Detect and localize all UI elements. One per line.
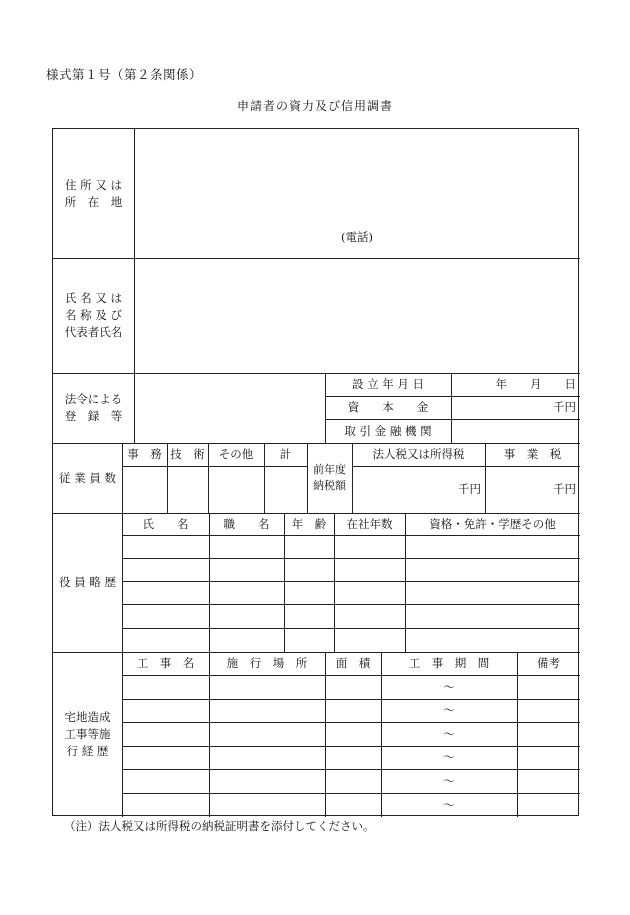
bank-value[interactable] [451,419,580,443]
capital-label: 資 本 金 [347,400,429,415]
experience-period-header: 工 事 期 間 [408,656,490,671]
period-tilde[interactable]: ～ [443,679,455,694]
business-tax-header: 事 業 税 [503,447,562,462]
employees-other-header: その他 [218,447,254,462]
experience-label-line2: 工事等施 [64,727,111,742]
form-number: 様式第１号（第２条関係） [46,67,203,82]
prev-year-tax-label [307,443,352,513]
prev-year-tax-label-line2: 納税額 [313,479,346,492]
officers-row-1[interactable] [122,535,580,558]
officers-position-header: 職 名 [223,516,270,531]
capital-value[interactable]: 千円 [553,400,576,415]
experience-work-header: 工 事 名 [136,656,195,671]
employees-office-value[interactable] [122,466,167,513]
experience-label [53,652,122,817]
name-label-line3: 代表者氏名 [64,324,123,339]
officers-row-3[interactable] [122,581,580,604]
period-tilde[interactable]: ～ [443,773,455,788]
experience-label-line1: 宅地造成 [64,710,111,725]
corp-tax-header: 法人税又は所得税 [372,447,465,462]
employees-label: 従 業 員 数 [59,470,116,485]
bank-label: 取 引 金 融 機 関 [344,423,432,438]
registration-input[interactable] [134,373,325,443]
established-date-label: 設 立 年 月 日 [351,377,425,392]
period-tilde[interactable]: ～ [443,797,455,812]
registration-label-line2: 登 録 等 [64,409,123,423]
name-label-line1: 氏 名 又 は [65,291,122,306]
officers-age-header: 年 齢 [291,516,327,531]
footnote: （注）法人税又は所得税の納税証明書を添付してください。 [64,819,375,833]
officers-label: 役 員 略 歴 [59,575,116,590]
period-tilde[interactable]: ～ [443,726,455,741]
phone-note: (電話) [341,229,373,244]
business-tax-value[interactable]: 千円 [553,482,576,497]
registration-label [53,373,134,443]
credit-investigation-form [52,128,579,816]
experience-area-header: 面 積 [335,656,371,671]
employees-office-header: 事 務 [127,447,162,462]
employees-technical-value[interactable] [167,466,208,513]
officers-row-2[interactable] [122,558,580,581]
experience-label-line3: 行 経 歴 [66,743,109,758]
address-label-line1: 住 所 又 は [65,177,122,192]
name-label-line2: 名 称 及 び [65,308,122,323]
officers-qualifications-header: 資格・免許・学歴その他 [429,516,556,531]
period-tilde[interactable]: ～ [443,703,455,718]
officers-row-5[interactable] [122,628,580,652]
address-label [53,129,134,258]
employees-technical-header: 技 術 [170,447,205,462]
prev-year-tax-label-line1: 前年度 [313,463,346,477]
name-label [53,258,134,373]
registration-label-line1: 法令による [64,392,123,407]
name-input[interactable] [134,258,580,373]
corp-tax-value[interactable]: 千円 [458,482,481,497]
address-label-line2: 所 在 地 [64,194,123,209]
document-title: 申請者の資力及び信用調書 [236,99,393,113]
employees-total-value[interactable] [264,466,307,513]
officers-name-header: 氏 名 [142,516,189,531]
experience-remarks-header: 備考 [537,656,560,671]
employees-total-header: 計 [279,447,292,462]
employees-other-value[interactable] [208,466,264,513]
officers-years-header: 在社年数 [346,516,393,531]
period-tilde[interactable]: ～ [443,750,455,765]
established-date-value[interactable]: 年 月 日 [495,377,576,392]
experience-place-header: 施 行 場 所 [226,656,308,671]
officers-row-4[interactable] [122,604,580,628]
